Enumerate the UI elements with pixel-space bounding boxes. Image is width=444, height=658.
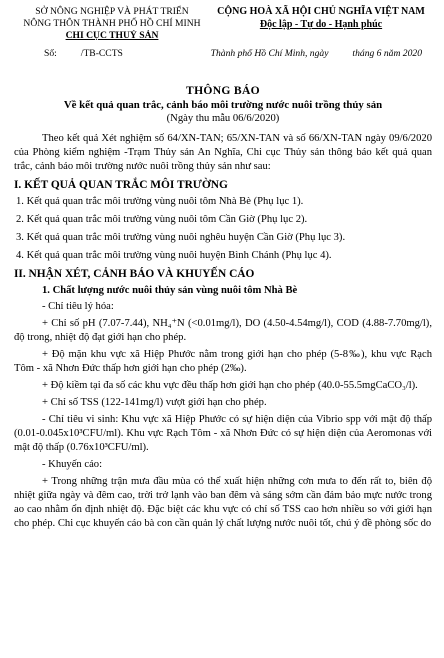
chemical-indicators-label: - Chỉ tiêu lý hóa: <box>42 300 114 312</box>
document-title: THÔNG BÁO <box>186 83 260 97</box>
alkalinity-paragraph: + Độ kiềm tại đa số các khu vực đều thấp hơn giới hạn cho phép (40.0-55.5mgCaCO₃/l). <box>42 379 418 391</box>
agency-line-1: SỞ NÔNG NGHIỆP VÀ PHÁT TRIỂN <box>35 6 189 17</box>
section-1-item: 1. Kết quả quan trắc môi trường vùng nuôi tôm Nhà Bè (Phụ lục 1). <box>16 196 304 208</box>
salinity-paragraph: + Độ mặn khu vực xã Hiệp Phước nằm trong giới hạn cho phép (5-8‰), khu vực Rạch Tôm - xã Nhơn Đức thấp hơn giới hạn cho phép (2‰). <box>14 348 432 374</box>
document-number: Số: /TB-CCTS <box>44 47 123 59</box>
section-2-heading: II. NHẬN XÉT, CẢNH BÁO VÀ KHUYẾN CÁO <box>14 267 255 280</box>
document-header <box>14 6 432 42</box>
chemical-ph-paragraph: + Chỉ số pH (7.07-7.44), NH₄⁺N (<0.01mg/l), DO (4.50-4.54mg/l), COD (4.88-7.70mg/l), độ trong, nhiệt độ đạt giới hạn cho phép. <box>14 317 432 343</box>
document-subtitle: Về kết quả quan trắc, cảnh báo môi trường nước nuôi trồng thủy sản <box>63 98 383 111</box>
motto: Độc lập - Tự do - Hạnh phúc <box>259 18 383 30</box>
document-date: Thành phố Hồ Chí Minh, ngày tháng 6 năm 2020 <box>210 47 422 59</box>
section-1-item: 3. Kết quả quan trắc môi trường vùng nuôi nghêu huyện Cần Giờ (Phụ lục 3). <box>16 232 346 244</box>
document-meta <box>14 48 432 61</box>
national-motto <box>210 6 432 42</box>
subsection-1-heading: 1. Chất lượng nước nuôi thủy sản vùng nuôi tôm Nhà Bè <box>42 285 298 296</box>
country-name: CỘNG HOÀ XÃ HỘI CHỦ NGHĨA VIỆT NAM <box>217 6 425 17</box>
section-1-heading: I. KẾT QUẢ QUAN TRẮC MÔI TRƯỜNG <box>14 179 228 192</box>
agency-line-2: NÔNG THÔN THÀNH PHỐ HỒ CHÍ MINH <box>23 17 201 29</box>
agency-name: CHI CỤC THUỶ SẢN <box>65 29 159 41</box>
intro-paragraph: Theo kết quả Xét nghiệm số 64/XN-TAN; 65/XN-TAN và số 66/XN-TAN ngày 09/6/2020 của Phòng kiểm nghiệm -Trạm Thủy sản An Nghĩa, Chi cục Thủy sản thông báo kết quả quan trắc, cảnh báo môi trường nước nuôi trồng thủy sản như sau: <box>14 133 432 173</box>
section-1-item: 4. Kết quả quan trắc môi trường vùng nuôi huyện Bình Chánh (Phụ lục 4). <box>16 249 332 261</box>
section-1-item: 2. Kết quả quan trắc môi trường vùng nuôi tôm Cần Giờ (Phụ lục 2). <box>16 214 308 226</box>
sampling-date-note: (Ngày thu mẫu 06/6/2020) <box>166 113 280 125</box>
issuing-agency <box>14 6 210 42</box>
advice-label: - Khuyến cáo: <box>42 458 103 470</box>
tss-paragraph: + Chỉ số TSS (122-141mg/l) vượt giới hạn cho phép. <box>42 396 267 408</box>
microbiology-paragraph: - Chỉ tiêu vi sinh: Khu vực xã Hiệp Phước có sự hiện diện của Vibrio spp với mật độ thấp (0.01-0.045x10³CFU/ml). Khu vực Rạch Tôm - xã Nhơn Đức có sự hiện diện của Aeromonas với mật độ thấp (0.76x10³CFU/ml). <box>14 413 432 453</box>
advice-paragraph: + Trong những trận mưa đầu mùa có thể xuất hiện những cơn mưa to đến rất to, biên độ nhiệt giữa ngày và đêm cao, trời trở lạnh vào ban đêm và sáng sớm cần đảm bảo mực nước trong ao cao nhằm ổn định nhiệt độ. Đặc biệt các khu vực có chỉ số TSS cao hơn nhiều so với giới hạn cho phép. Chi cục khuyến cáo bà con cần quản lý chất lượng nước nuôi tốt, chú ý đề phòng sốc do <box>14 475 432 529</box>
